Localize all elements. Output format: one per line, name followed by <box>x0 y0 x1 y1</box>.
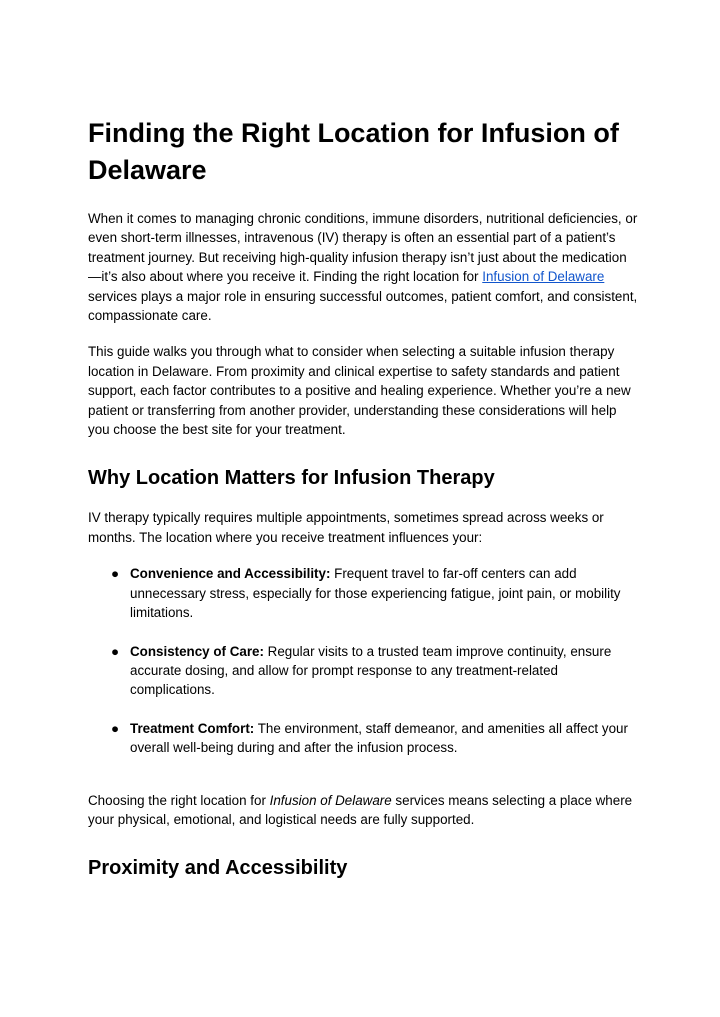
closing-text-after: services means selecting a place where your physical, emotional, and logistical needs are fully supported. <box>88 792 633 827</box>
closing-text-before: Choosing the right location for <box>88 792 270 808</box>
section-lead-paragraph: IV therapy typically requires multiple appointments, sometimes spread across weeks or months. The location where you receive treatment influences your: <box>88 510 604 545</box>
closing-italic-text: Infusion of Delaware <box>269 792 392 808</box>
list-item <box>111 564 640 622</box>
list-item <box>111 719 640 758</box>
bullet-label: Consistency of Care: <box>130 643 264 659</box>
bullet-text: The environment, staff demeanor, and amenities all affect your overall well-being during and after the infusion process. <box>130 720 628 756</box>
list-item <box>111 642 640 700</box>
bullet-text: Regular visits to a trusted team improve continuity, ensure accurate dosing, and allow for prompt response to any treatment-related complications. <box>130 643 612 698</box>
section-heading-why-location: Why Location Matters for Infusion Therapy <box>88 467 495 490</box>
bullet-text: Frequent travel to far-off centers can add unnecessary stress, especially for those experiencing fatigue, joint pain, or mobility limitations. <box>130 566 621 621</box>
bullet-marker: ● <box>111 566 120 582</box>
bullet-marker: ● <box>111 643 120 659</box>
spacer <box>88 777 640 791</box>
bullet-label: Treatment Comfort: <box>130 720 255 736</box>
intro-text-after-link: services plays a major role in ensuring successful outcomes, patient comfort, and consistent, compassionate care. <box>88 288 638 324</box>
guide-paragraph: This guide walks you through what to consider when selecting a suitable infusion therapy location in Delaware. From proximity and clinical expertise to safety standards and patient support, each factor contributes to a positive and healing experience. Whether you’re a new patient or transferring from another provider, understanding these considerations will help you choose the best site for your treatment. <box>88 344 631 438</box>
bullet-marker: ● <box>111 720 120 736</box>
bullet-list <box>88 564 640 757</box>
section-heading-proximity: Proximity and Accessibility <box>88 857 348 880</box>
bullet-label: Convenience and Accessibility: <box>130 566 331 582</box>
section-closing-paragraph <box>88 791 640 830</box>
intro-text-before-link: When it comes to managing chronic conditions, immune disorders, nutritional deficiencies, or even short-term illnesses, intravenous (IV) therapy is often an essential part of a patient’s treatment journey. But receiving high-quality infusion therapy isn’t just about the medication—it’s also about where you receive it. Finding the right location for <box>88 211 638 285</box>
page-title: Finding the Right Location for Infusion of Delaware <box>88 118 619 185</box>
intro-paragraph <box>88 209 640 325</box>
infusion-of-delaware-link[interactable]: Infusion of Delaware <box>482 269 605 285</box>
